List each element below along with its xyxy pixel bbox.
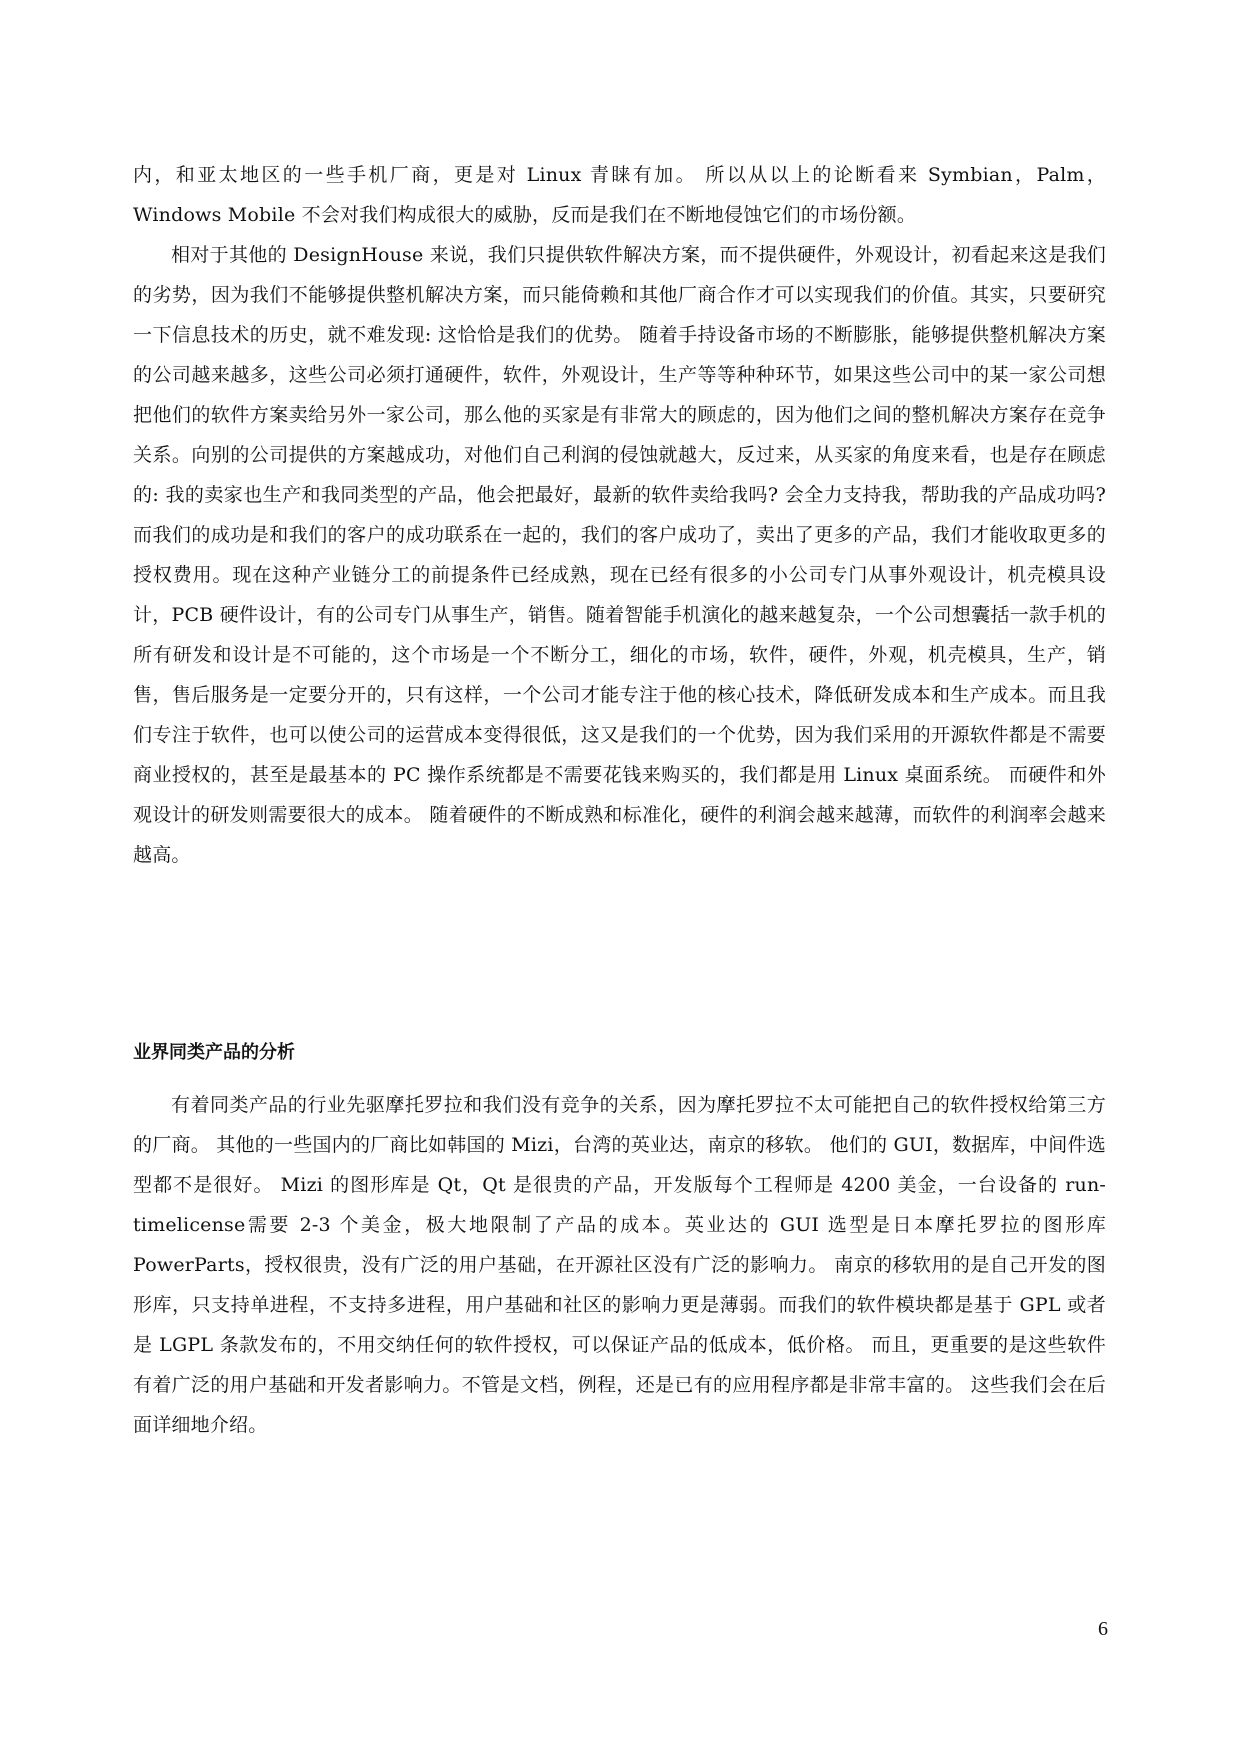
section-heading: 业界同类产品的分析 [133, 1042, 295, 1063]
page-number: 6 [1098, 1618, 1108, 1640]
paragraph-designhouse-advantage: 相对于其他的 DesignHouse 来说，我们只提供软件解决方案，而不提供硬件，外观设计，初看起来这是我们的劣势，因为我们不能够提供整机解决方案，而只能倚赖和其他厂商合作才可以实现我们的价值。其实，只要研究一下信息技术的历史，就不难发现: 这恰恰是我们的优势。 随着手持设备市场的不断膨胀，能够提供整机解决方案的公司越来越多，这些公司必须打通硬件，软件，外观设计，生产等等种种环节，如果这些公司中的某一家公司想把他们的软件方案卖给另外一家公司，那么他的买家是有非常大的顾虑的，因为他们之间的整机解决方案存在竞争关系。向别的公司提供的方案越成功，对他们自己利润的侵蚀就越大，反过来，从买家的角度来看，也是存在顾虑的: 我的卖家也生产和我同类型的产品，他会把最好，最新的软件卖给我吗? 会全力支持我，帮助我的产品成功吗? 而我们的成功是和我们的客户的成功联系在一起的，我们的客户成功了，卖出了更多的产品，我们才能收取更多的授权费用。现在这种产业链分工的前提条件已经成熟，现在已经有很多的小公司专门从事外观设计，机壳模具设计，PCB 硬件设计，有的公司专门从事生产，销售。随着智能手机演化的越来越复杂，一个公司想囊括一款手机的所有研发和设计是不可能的，这个市场是一个不断分工，细化的市场，软件，硬件，外观，机壳模具，生产，销售，售后服务是一定要分开的，只有这样，一个公司才能专注于他的核心技术，降低研发成本和生产成本。而且我们专注于软件，也可以使公司的运营成本变得很低，这又是我们的一个优势，因为我们采用的开源软件都是不需要商业授权的，甚至是最基本的 PC 操作系统都是不需要花钱来购买的，我们都是用 Linux 桌面系统。 而硬件和外观设计的研发则需要很大的成本。 随着硬件的不断成熟和标准化，硬件的利润会越来越薄，而软件的利润率会越来越高。 [133, 244, 1106, 866]
paragraph-competitor-analysis: 有着同类产品的行业先驱摩托罗拉和我们没有竞争的关系，因为摩托罗拉不太可能把自己的软件授权给第三方的厂商。 其他的一些国内的厂商比如韩国的 Mizi，台湾的英业达，南京的移软。 他们的 GUI，数据库，中间件选型都不是很好。 Mizi 的图形库是 Qt，Qt 是很贵的产品，开发版每个工程师是 4200 美金，一台设备的 run-timelicense需要 2-3 个美金，极大地限制了产品的成本。英业达的 GUI 选型是日本摩托罗拉的图形库 PowerParts，授权很贵，没有广泛的用户基础，在开源社区没有广泛的影响力。 南京的移软用的是自己开发的图形库，只支持单进程，不支持多进程，用户基础和社区的影响力更是薄弱。而我们的软件模块都是基于 GPL 或者是 LGPL 条款发布的，不用交纳任何的软件授权，可以保证产品的低成本，低价格。 而且，更重要的是这些软件有着广泛的用户基础和开发者影响力。不管是文档，例程，还是已有的应用程序都是非常丰富的。 这些我们会在后面详细地介绍。 [133, 1094, 1106, 1436]
paragraph-intro-continuation: 内，和亚太地区的一些手机厂商，更是对 Linux 青睐有加。 所以从以上的论断看来 Symbian，Palm，Windows Mobile 不会对我们构成很大的威胁，反而是我们在不断地侵蚀它们的市场份额。 [133, 164, 1106, 226]
